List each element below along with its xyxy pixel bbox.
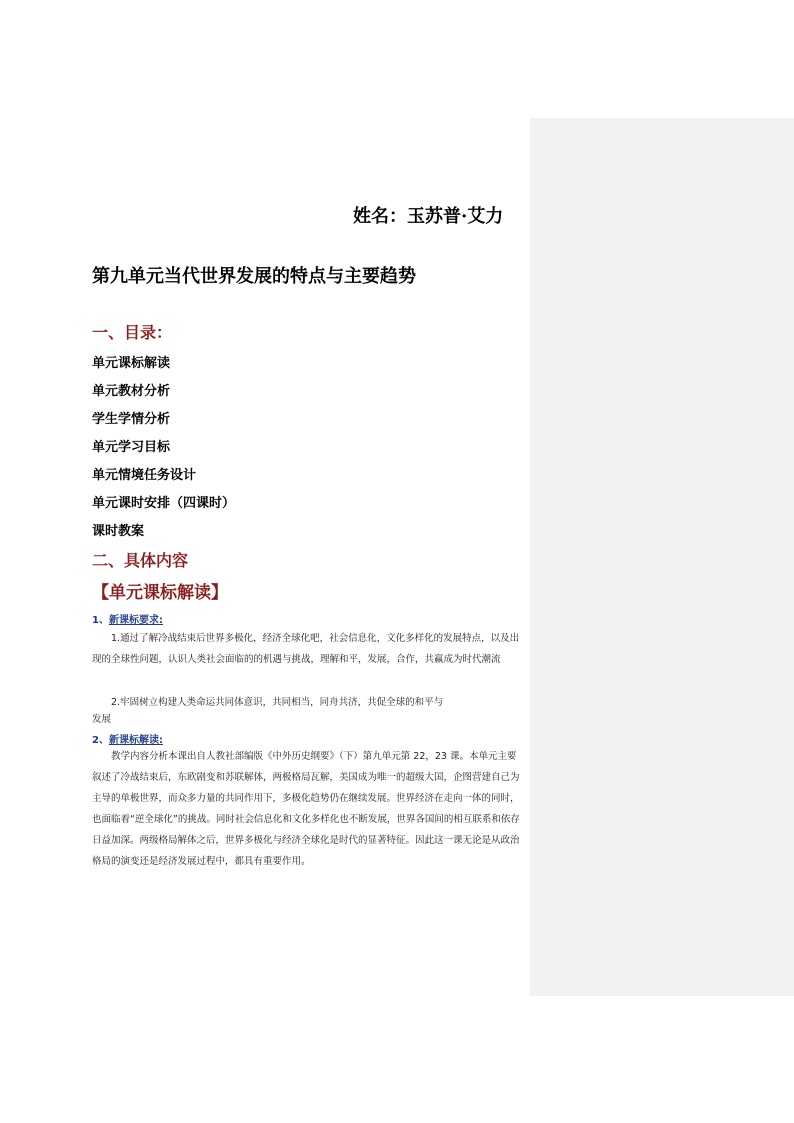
section-heading-content: 二、具体内容 <box>92 551 189 570</box>
section-heading-standards: 【单元课标解读】 <box>92 583 228 603</box>
subheading-label: 新课标解读: <box>108 735 163 746</box>
comment-pane <box>530 118 794 996</box>
subheading-label: 新课标要求: <box>108 615 163 626</box>
toc-item: 学生学情分析 <box>92 412 171 427</box>
toc-item: 单元情境任务设计 <box>92 468 197 483</box>
document-title: 第九单元当代世界发展的特点与主要趋势 <box>92 266 416 287</box>
paragraph-requirements-2: 2.牢固树立构建人类命运共同体意识，共同相当，同舟共济，共促全球的和平与发展 <box>92 697 444 725</box>
subheading-interpretation <box>92 731 163 746</box>
toc-item: 课时教案 <box>92 524 145 539</box>
subheading-number: 2、 <box>92 735 109 746</box>
paragraph-interpretation: 教学内容分析本课出自人教社部编版《中外历史纲要》（下）第九单元第 22，23 课。本单元主要叙述了冷战结束后，东欧剧变和苏联解体，两极格局瓦解，美国成为唯一的超级大国，企图营建自己为主导的单极世界，而众多力量的共同作用下，多极化趋势仍在继续发展。世界经济在走向一体的同时，也面临着“逆全球化”的挑战。同时社会信息化和文化多样化也不断发展，世界各国间的相互联系和依存日益加深。两级格局解体之后，世界多极化与经济全球化是时代的显著特征。因此这一课无论是从政治格局的演变还是经济发展过程中，都具有重要作用。 <box>92 751 520 867</box>
section-heading-toc: 一、目录： <box>92 323 173 342</box>
subheading-requirements <box>92 611 163 626</box>
toc-item: 单元教材分析 <box>92 384 171 399</box>
toc-item: 单元课标解读 <box>92 356 171 371</box>
toc-item: 单元课时安排（四课时） <box>92 496 236 511</box>
toc-item: 单元学习目标 <box>92 440 171 455</box>
paragraph-requirements-1: 1.通过了解冷战结束后世界多极化，经济全球化吧，社会信息化，文化多样化的发展特点，以及出现的全球性问题，认识人类社会面临的的机遇与挑战，理解和平，发展，合作，共赢成为时代潮流 <box>92 633 520 665</box>
subheading-number: 1、 <box>92 615 109 626</box>
author-name: 姓名：玉苏普·艾力 <box>353 206 504 227</box>
